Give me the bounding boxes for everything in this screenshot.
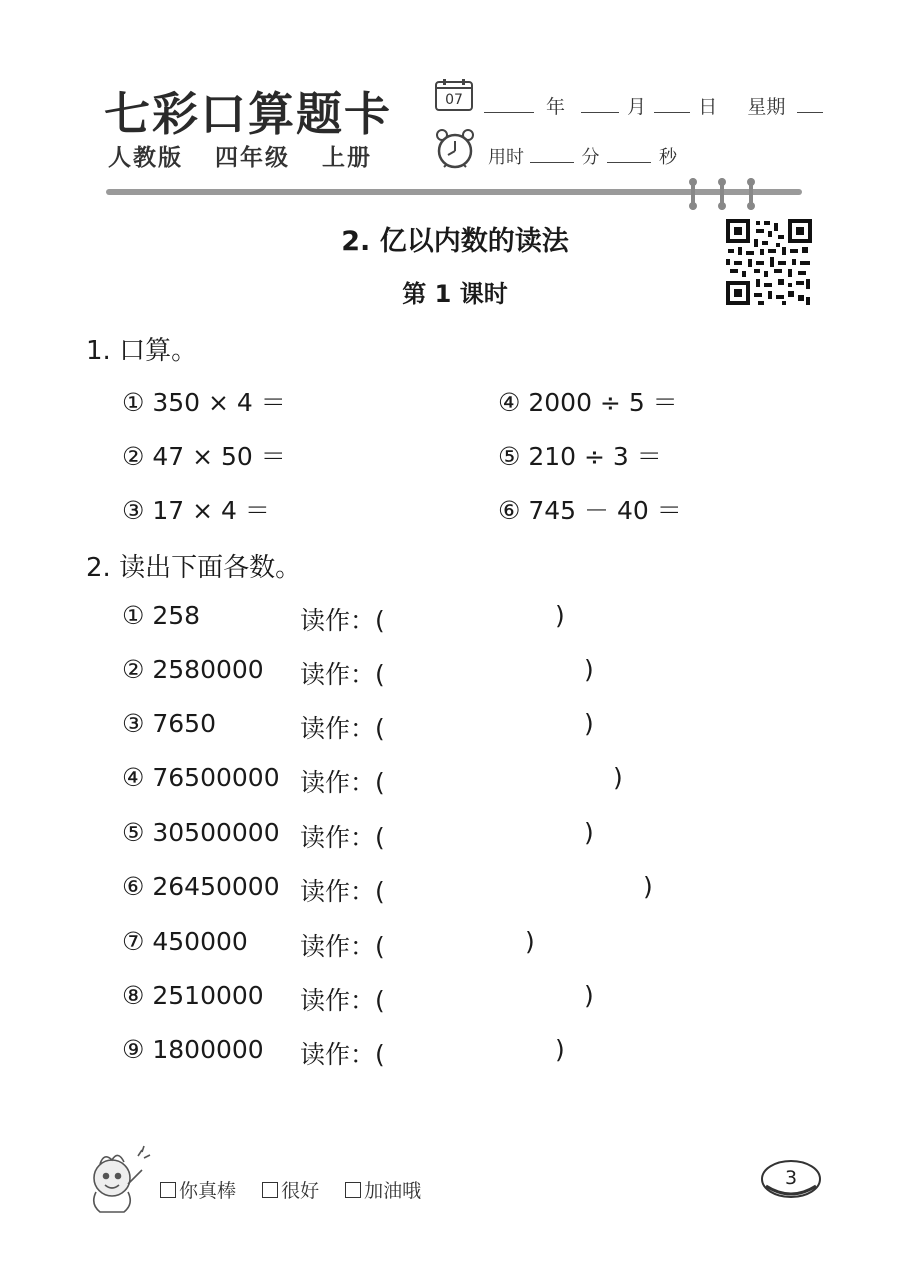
time-used-line (488, 143, 677, 169)
lesson-title: 2. 亿以内数的读法 (341, 226, 569, 257)
number-item: ① 258 (122, 601, 201, 630)
answer-close-paren: ) (584, 818, 594, 847)
question-1-heading: 1. 口算。 (86, 336, 198, 366)
calc-item: ① 350 × 4 ＝ (122, 388, 286, 417)
rating-option[interactable] (262, 1180, 319, 1202)
read-as-label: 读作：( (300, 714, 385, 743)
year-blank[interactable] (484, 96, 534, 113)
grade-label: 四年级 (215, 145, 291, 171)
mascot-icon (82, 1144, 152, 1216)
day-blank[interactable] (654, 96, 690, 113)
checkbox[interactable] (345, 1182, 361, 1198)
read-as-label: 读作：( (300, 660, 385, 689)
calc-item: ③ 17 × 4 ＝ (122, 496, 270, 525)
rating-option[interactable] (160, 1180, 236, 1202)
number-item: ③ 7650 (122, 709, 216, 738)
brand-subtitle (108, 139, 394, 172)
answer-close-paren: ) (555, 601, 565, 630)
number-item: ② 2580000 (122, 655, 264, 684)
day-label: 日 (698, 96, 718, 118)
number-item: ④ 76500000 (122, 763, 280, 792)
calendar-icon (434, 78, 474, 112)
number-item: ⑤ 30500000 (122, 818, 280, 847)
rating-label: 你真棒 (179, 1180, 237, 1202)
lesson-period: 第 1 课时 (402, 280, 508, 308)
read-as-label: 读作：( (300, 932, 385, 961)
minute-blank[interactable] (530, 146, 574, 163)
minute-label: 分 (581, 147, 600, 168)
calc-item: ② 47 × 50 ＝ (122, 442, 286, 471)
time-used-label: 用时 (488, 147, 524, 168)
qr-code[interactable] (726, 219, 812, 305)
calc-item: ⑤ 210 ÷ 3 ＝ (498, 442, 662, 471)
date-line (484, 92, 823, 119)
answer-close-paren: ) (643, 872, 653, 901)
answer-close-paren: ) (584, 709, 594, 738)
checkbox[interactable] (160, 1182, 176, 1198)
volume-label: 上册 (322, 145, 373, 171)
rating-label: 很好 (281, 1180, 320, 1202)
year-label: 年 (546, 96, 566, 118)
read-as-label: 读作：( (300, 606, 385, 635)
number-item: ⑦ 450000 (122, 927, 248, 956)
answer-close-paren: ) (584, 655, 594, 684)
read-as-label: 读作：( (300, 877, 385, 906)
number-item: ⑥ 26450000 (122, 872, 280, 901)
answer-close-paren: ) (613, 763, 623, 792)
rating-options (160, 1176, 441, 1203)
weekday-blank[interactable] (797, 96, 823, 113)
brand-title: 七彩口算题卡 (104, 87, 392, 141)
second-label: 秒 (658, 147, 677, 168)
page-number: 3 (784, 1167, 798, 1189)
month-label: 月 (627, 96, 647, 118)
read-as-label: 读作：( (300, 986, 385, 1015)
second-blank[interactable] (607, 146, 651, 163)
edition-label: 人教版 (108, 145, 183, 171)
answer-close-paren: ) (525, 927, 535, 956)
answer-close-paren: ) (584, 981, 594, 1010)
weekday-label: 星期 (747, 96, 786, 118)
calc-item: ④ 2000 ÷ 5 ＝ (498, 388, 678, 417)
calendar-day: 07 (445, 92, 463, 108)
binder-rings-icon (682, 176, 772, 212)
question-2-heading: 2. 读出下面各数。 (86, 553, 302, 583)
read-as-label: 读作：( (300, 1040, 385, 1069)
checkbox[interactable] (262, 1182, 278, 1198)
answer-close-paren: ) (555, 1035, 565, 1064)
rating-label: 加油哦 (364, 1180, 422, 1202)
rating-option[interactable] (345, 1180, 421, 1202)
month-blank[interactable] (581, 96, 619, 113)
number-item: ⑨ 1800000 (122, 1035, 264, 1064)
read-as-label: 读作：( (300, 768, 385, 797)
clock-icon (434, 128, 476, 170)
number-item: ⑧ 2510000 (122, 981, 264, 1010)
calc-item: ⑥ 745 － 40 ＝ (498, 496, 682, 525)
read-as-label: 读作：( (300, 823, 385, 852)
